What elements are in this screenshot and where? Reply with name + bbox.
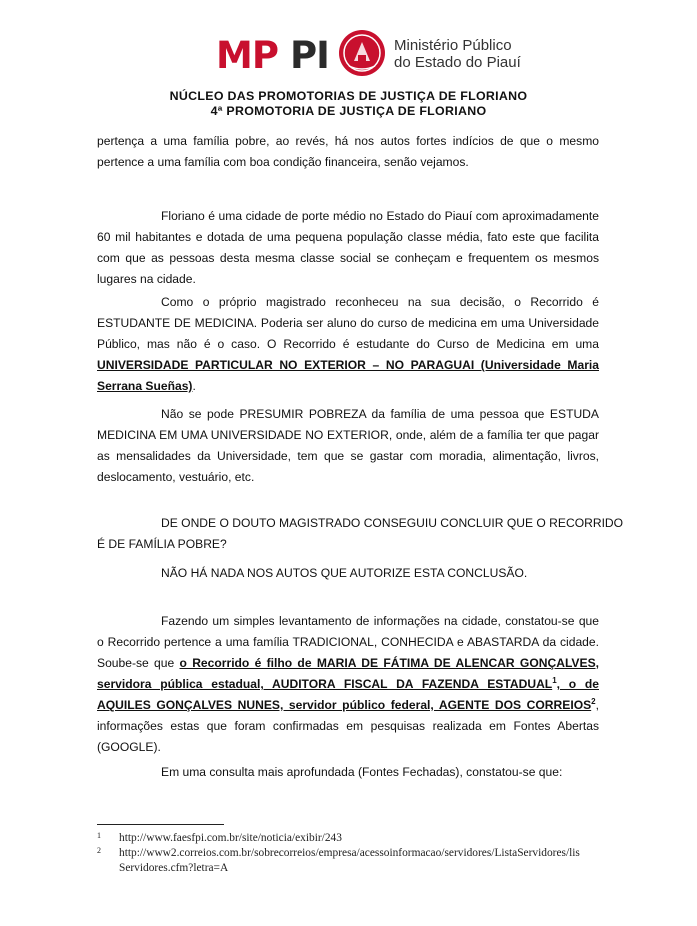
footnote-2-number: 2 bbox=[97, 846, 101, 855]
footnote-ref-1[interactable]: 1 bbox=[552, 675, 557, 685]
paragraph-6: NÃO HÁ NADA NOS AUTOS QUE AUTORIZE ESTA CONCLUSÃO. bbox=[161, 566, 528, 580]
logo-pi-text: PI bbox=[290, 34, 329, 77]
footnote-1-number: 1 bbox=[97, 831, 101, 840]
paragraph-3-text-c: . bbox=[192, 379, 196, 393]
mppi-logo bbox=[216, 28, 521, 84]
paragraph-3-emphasis: UNIVERSIDADE PARTICULAR NO EXTERIOR – NO PARAGUAI (Universidade Maria Serrana Sueñas) bbox=[97, 358, 599, 393]
paragraph-5-line-1: DE ONDE O DOUTO MAGISTRADO CONSEGUIU CONCLUIR QUE O RECORRIDO bbox=[161, 516, 624, 530]
header-title-line-1: NÚCLEO DAS PROMOTORIAS DE JUSTIÇA DE FLORIANO bbox=[169, 89, 528, 103]
paragraph-8: Em uma consulta mais aprofundada (Fontes Fechadas), constatou-se que: bbox=[161, 765, 563, 779]
paragraph-1: pertença a uma família pobre, ao revés, há nos autos fortes indícios de que o mesmo pertence a uma família com boa condição financeira, senão vejamos. bbox=[97, 134, 599, 169]
header-title-line-2: 4ª PROMOTORIA DE JUSTIÇA DE FLORIANO bbox=[210, 104, 487, 118]
footnote-1-link[interactable]: http://www.faesfpi.com.br/site/noticia/exibir/243 bbox=[119, 832, 342, 844]
paragraph-7-text-d: , informações estas que foram confirmadas em pesquisas realizada em Fontes Abertas (GOOGLE). bbox=[97, 698, 599, 754]
paragraph-4 bbox=[97, 404, 599, 488]
paragraph-7-emphasis-2: , o de AQUILES GONÇALVES NUNES, servidor público federal, AGENTE DOS CORREIOS bbox=[97, 677, 599, 712]
logo-line-2: do Estado do Piauí bbox=[394, 54, 521, 71]
coat-of-arms-icon bbox=[337, 28, 387, 78]
paragraph-3 bbox=[97, 292, 599, 397]
paragraph-2 bbox=[97, 206, 599, 290]
paragraph-7 bbox=[97, 611, 599, 758]
footnote-divider bbox=[97, 824, 224, 825]
paragraph-7-emphasis-1: o Recorrido é filho de MARIA DE FÁTIMA DE ALENCAR GONÇALVES, servidora pública estadual, AUDITORA FISCAL DA FAZENDA ESTADUAL bbox=[97, 656, 599, 691]
logo-institution-name bbox=[394, 37, 521, 71]
logo-line-1: Ministério Público bbox=[394, 37, 512, 54]
paragraph-4-text: Não se pode PRESUMIR POBREZA da família de uma pessoa que ESTUDA MEDICINA EM UMA UNIVERSIDADE NO EXTERIOR, onde, além de a família ter que pagar as mensalidades da Universidade, tem que se gastar com moradia, alimentação, livros, deslocamento, vestuário, etc. bbox=[97, 407, 599, 484]
footnote-ref-2[interactable]: 2 bbox=[591, 696, 596, 706]
footnote-2-link[interactable]: http://www2.correios.com.br/sobrecorreios/empresa/acessoinformacao/servidores/ListaServidores/lis Servidores.cfm?letra=A bbox=[119, 847, 580, 874]
logo-mp-text: MP bbox=[216, 34, 278, 77]
paragraph-2-text: Floriano é uma cidade de porte médio no Estado do Piauí com aproximadamente 60 mil habitantes e dotada de uma pequena população classe média, fato este que facilita com que as pessoas desta mesma classe social se conheçam e frequentem os mesmos lugares na cidade. bbox=[97, 209, 599, 286]
paragraph-7-text-a: Fazendo um simples levantamento de informações na cidade, constatou-se que o Recorrido pertence a uma família TRADICIONAL, CONHECIDA e ABASTARDA da cidade. Soube-se que bbox=[97, 614, 599, 670]
paragraph-3-text-a: Como o próprio magistrado reconheceu na sua decisão, o Recorrido é ESTUDANTE DE MEDICINA. Poderia ser aluno do curso de medicina em uma Universidade Público, mas não é o caso. O Recorrido é estudante do Curso de Medicina em uma bbox=[97, 295, 599, 351]
paragraph-5-line-2: É DE FAMÍLIA POBRE? bbox=[97, 537, 227, 551]
